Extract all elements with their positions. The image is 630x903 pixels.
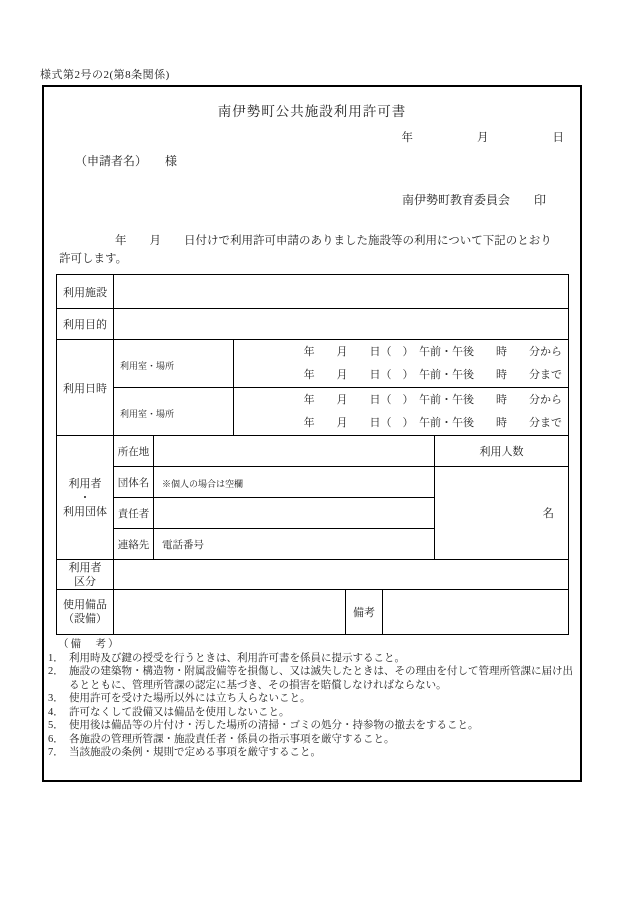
manager-value-cell bbox=[154, 498, 435, 529]
datetime-to-2: 年 月 日（ ） 午前・午後 時 分まで bbox=[303, 416, 563, 429]
datetime-from-1: 年 月 日（ ） 午前・午後 時 分から bbox=[303, 345, 563, 358]
intro-line-2: 許可します。 bbox=[59, 253, 128, 265]
remarks-label: 備考 bbox=[346, 590, 383, 635]
note-item-6: 6． 各施設の管理所管課・施設責任者・係員の指示事項を厳守すること。 bbox=[48, 733, 395, 745]
issue-date-day: 日 bbox=[552, 132, 564, 144]
note-item-4: 4． 許可なくして設備又は備品を使用しないこと。 bbox=[48, 706, 290, 718]
issue-date-month: 月 bbox=[477, 132, 489, 144]
intro-paragraph bbox=[44, 232, 580, 268]
phone-label: 電話番号 bbox=[154, 529, 435, 560]
room-place-label-2: 利用室・場所 bbox=[114, 388, 234, 436]
room-place-label-1: 利用室・場所 bbox=[114, 340, 234, 388]
issuer-seal-line: 南伊勢町教育委員会 印 bbox=[401, 193, 546, 207]
table-row bbox=[57, 340, 569, 388]
user-class-label: 利用者 区分 bbox=[57, 560, 114, 590]
note-item-2: 2． 施設の建築物・構造物・附属設備等を損傷し、又は滅失したときは、その理由を付して管理所管課に届け出るとともに、管理所管課の認定に基づき、その損害を賠償しなければならない。 bbox=[48, 666, 573, 691]
table-row bbox=[57, 590, 569, 635]
manager-label: 責任者 bbox=[114, 498, 154, 529]
issue-date-line bbox=[44, 129, 580, 145]
note-item-3: 3． 使用許可を受けた場所以外には立ち入らないこと。 bbox=[48, 693, 311, 704]
contact-label: 連絡先 bbox=[114, 529, 154, 560]
address-label: 所在地 bbox=[114, 436, 154, 467]
table-row bbox=[57, 560, 569, 590]
facility-label: 利用施設 bbox=[57, 275, 114, 309]
persons-suffix-cell: 名 bbox=[435, 467, 569, 560]
permit-form-table bbox=[56, 274, 569, 635]
note-item-5: 5． 使用後は備品等の片付け・汚した場所の清掃・ゴミの処分・持参物の撤去をすること。 bbox=[48, 720, 479, 731]
equipment-label: 使用備品 （設備） bbox=[57, 590, 114, 635]
organization-note: ※個人の場合は空欄 bbox=[154, 467, 435, 498]
applicant-name-line: （申請者名） 様 bbox=[75, 154, 178, 168]
intro-line-1: 年 月 日付けで利用許可申請のありました施設等の利用について下記のとおり bbox=[115, 235, 552, 247]
purpose-value-cell bbox=[114, 309, 569, 340]
notes-heading: （備 考） bbox=[58, 639, 121, 650]
facility-value-cell bbox=[114, 275, 569, 309]
equipment-value-cell bbox=[114, 590, 346, 635]
issue-date-year: 年 bbox=[401, 132, 413, 144]
purpose-label: 利用目的 bbox=[57, 309, 114, 340]
document-frame bbox=[42, 85, 582, 782]
user-class-value-cell bbox=[114, 560, 569, 590]
datetime-label: 利用日時 bbox=[57, 340, 114, 436]
table-row bbox=[57, 388, 569, 436]
organization-label: 団体名 bbox=[114, 467, 154, 498]
table-row bbox=[57, 467, 569, 498]
remarks-value-cell bbox=[383, 590, 569, 635]
capacity-label: 利用人数 bbox=[435, 436, 569, 467]
table-row bbox=[57, 309, 569, 340]
datetime-slot-2 bbox=[234, 388, 569, 436]
datetime-from-2: 年 月 日（ ） 午前・午後 時 分から bbox=[303, 393, 563, 406]
note-item-1: 1． 利用時及び鍵の授受を行うときは、利用許可書を係員に提示すること。 bbox=[48, 652, 405, 664]
page-title: 南伊勢町公共施設利用許可書 bbox=[217, 104, 407, 119]
form-code: 様式第2号の2(第8条関係) bbox=[40, 69, 170, 81]
table-row bbox=[57, 275, 569, 309]
user-group-label: 利用者 ・ 利用団体 bbox=[57, 436, 114, 560]
address-value-cell bbox=[154, 436, 435, 467]
table-row bbox=[57, 436, 569, 467]
datetime-to-1: 年 月 日（ ） 午前・午後 時 分まで bbox=[303, 368, 563, 381]
note-item-7: 7． 当該施設の条例・規則で定める事項を厳守すること。 bbox=[48, 747, 321, 758]
datetime-slot-1 bbox=[234, 340, 569, 388]
notes-section bbox=[44, 635, 580, 760]
